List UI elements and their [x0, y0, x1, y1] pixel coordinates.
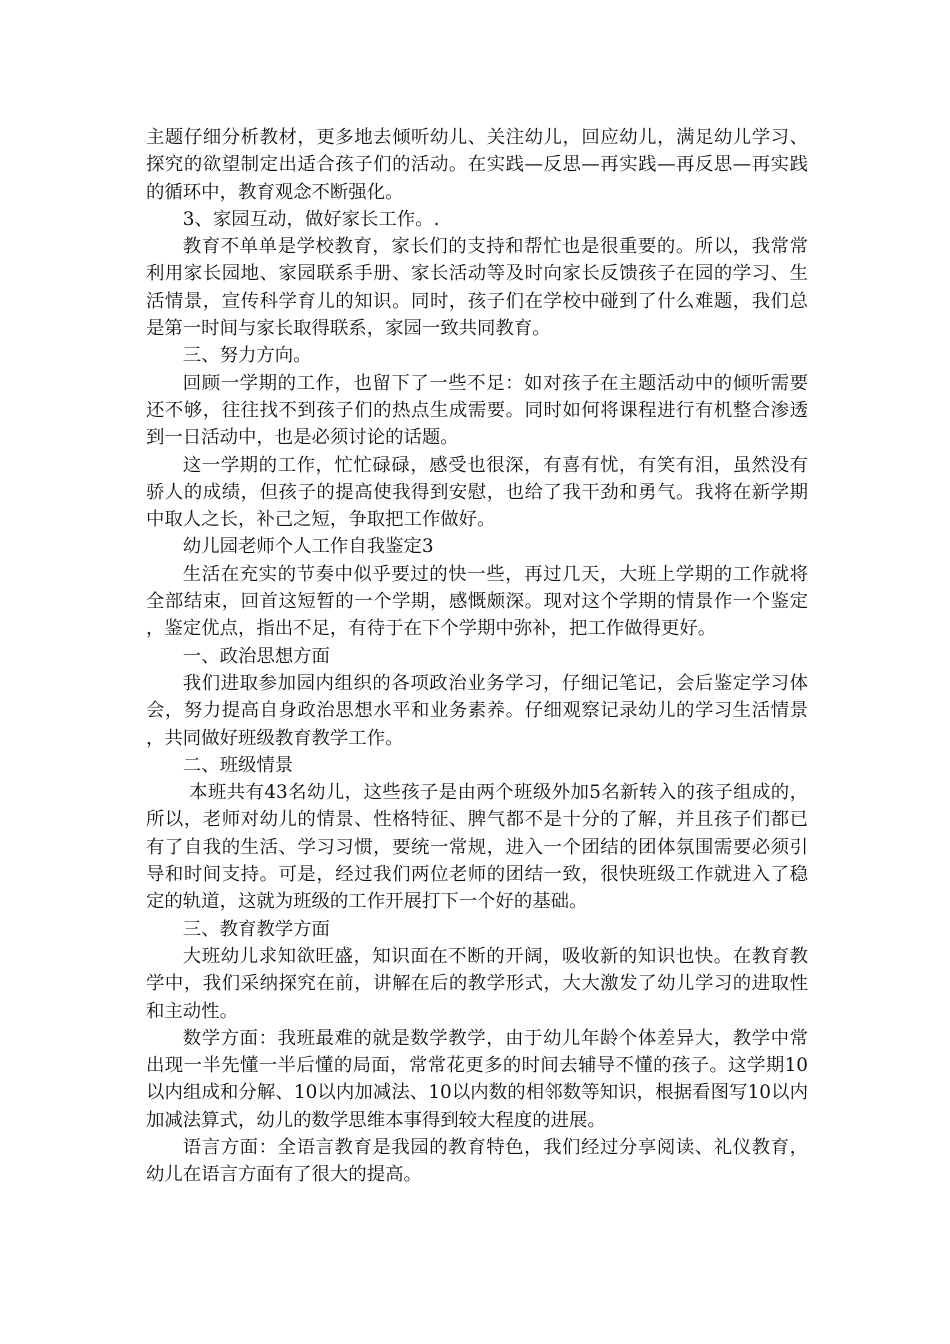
paragraph-12: 本班共有43名幼儿，这些孩子是由两个班级外加5名新转入的孩子组成的，所以，老师对幼儿的情景、性格特征、脾气都不是十分的了解，并且孩子们都已有了自我的生活、学习习惯，要统一常规，进入一个团结的团体氛围需要必须引导和时间支持。可是，经过我们两位老师的团结一致，很快班级工作就进入了稳定的轨道，这就为班级的工作开展打下一个好的基础。 — [146, 782, 808, 913]
section-heading: 三、教育教学方面 — [182, 918, 330, 940]
paragraph-10: 我们进取参加园内组织的各项政治业务学习，仔细记笔记，会后鉴定学习体会，努力提高自身政治思想水平和业务素养。仔细观察记录幼儿的学习生活情景，共同做好班级教育教学工作。 — [146, 672, 808, 749]
paragraph-15: 数学方面：我班最难的就是数学教学，由于幼儿年龄个体差异大，教学中常出现一半先懂一半后懂的局面，常常花更多的时间去辅导不懂的孩子。这学期10以内组成和分解、10以内加减法、10以内数的相邻数等知识，根据看图写10以内加减法算式，幼儿的数学思维本事得到较大程度的进展。 — [146, 1027, 808, 1131]
paragraph-14: 大班幼儿求知欲旺盛，知识面在不断的开阔，吸收新的知识也快。在教育教学中，我们采纳探究在前，讲解在后的教学形式，大大激发了幼儿学习的进取性和主动性。 — [146, 945, 808, 1022]
section-heading: 一、政治思想方面 — [182, 645, 330, 667]
paragraph-1: 主题仔细分析教材，更多地去倾听幼儿、关注幼儿，回应幼儿，满足幼儿学习、探究的欲望制定出适合孩子们的活动。在实践—反思—再实践—再反思—再实践的循环中，教育观念不断强化。 — [146, 127, 808, 203]
document-subtitle: 幼儿园老师个人工作自我鉴定3 — [182, 536, 434, 558]
paragraph-5: 回顾一学期的工作，也留下了一些不足：如对孩子在主题活动中的倾听需要还不够，往往找不到孩子们的热点生成需要。同时如何将课程进行有机整合渗透到一日活动中，也是必须讨论的话题。 — [146, 372, 808, 449]
section-heading: 二、班级情景 — [182, 754, 294, 776]
paragraph-6: 这一学期的工作，忙忙碌碌，感受也很深，有喜有忧，有笑有泪，虽然没有骄人的成绩，但孩子的提高使我得到安慰，也给了我干劲和勇气。我将在新学期中取人之长，补己之短，争取把工作做好。 — [146, 454, 808, 531]
document-page — [146, 124, 808, 1189]
paragraph-3: 教育不单单是学校教育，家长们的支持和帮忙也是很重要的。所以，我常常利用家长园地、家园联系手册、家长活动等及时向家长反馈孩子在园的学习、生活情景，宣传科学育儿的知识。同时，孩子们在学校中碰到了什么难题，我们总是第一时间与家长取得联系，家园一致共同教育。 — [146, 236, 808, 340]
paragraph-8: 生活在充实的节奏中似乎要过的快一些，再过几天，大班上学期的工作就将全部结束，回首这短暂的一个学期，感慨颇深。现对这个学期的情景作一个鉴定，鉴定优点，指出不足，有待于在下个学期中弥补，把工作做得更好。 — [146, 563, 808, 640]
paragraph-2: 3、家园互动，做好家长工作。. — [182, 208, 440, 230]
paragraph-16: 语言方面：全语言教育是我园的教育特色，我们经过分享阅读、礼仪教育，幼儿在语言方面有了很大的提高。 — [146, 1136, 808, 1186]
section-heading: 三、努力方向。 — [182, 345, 312, 367]
